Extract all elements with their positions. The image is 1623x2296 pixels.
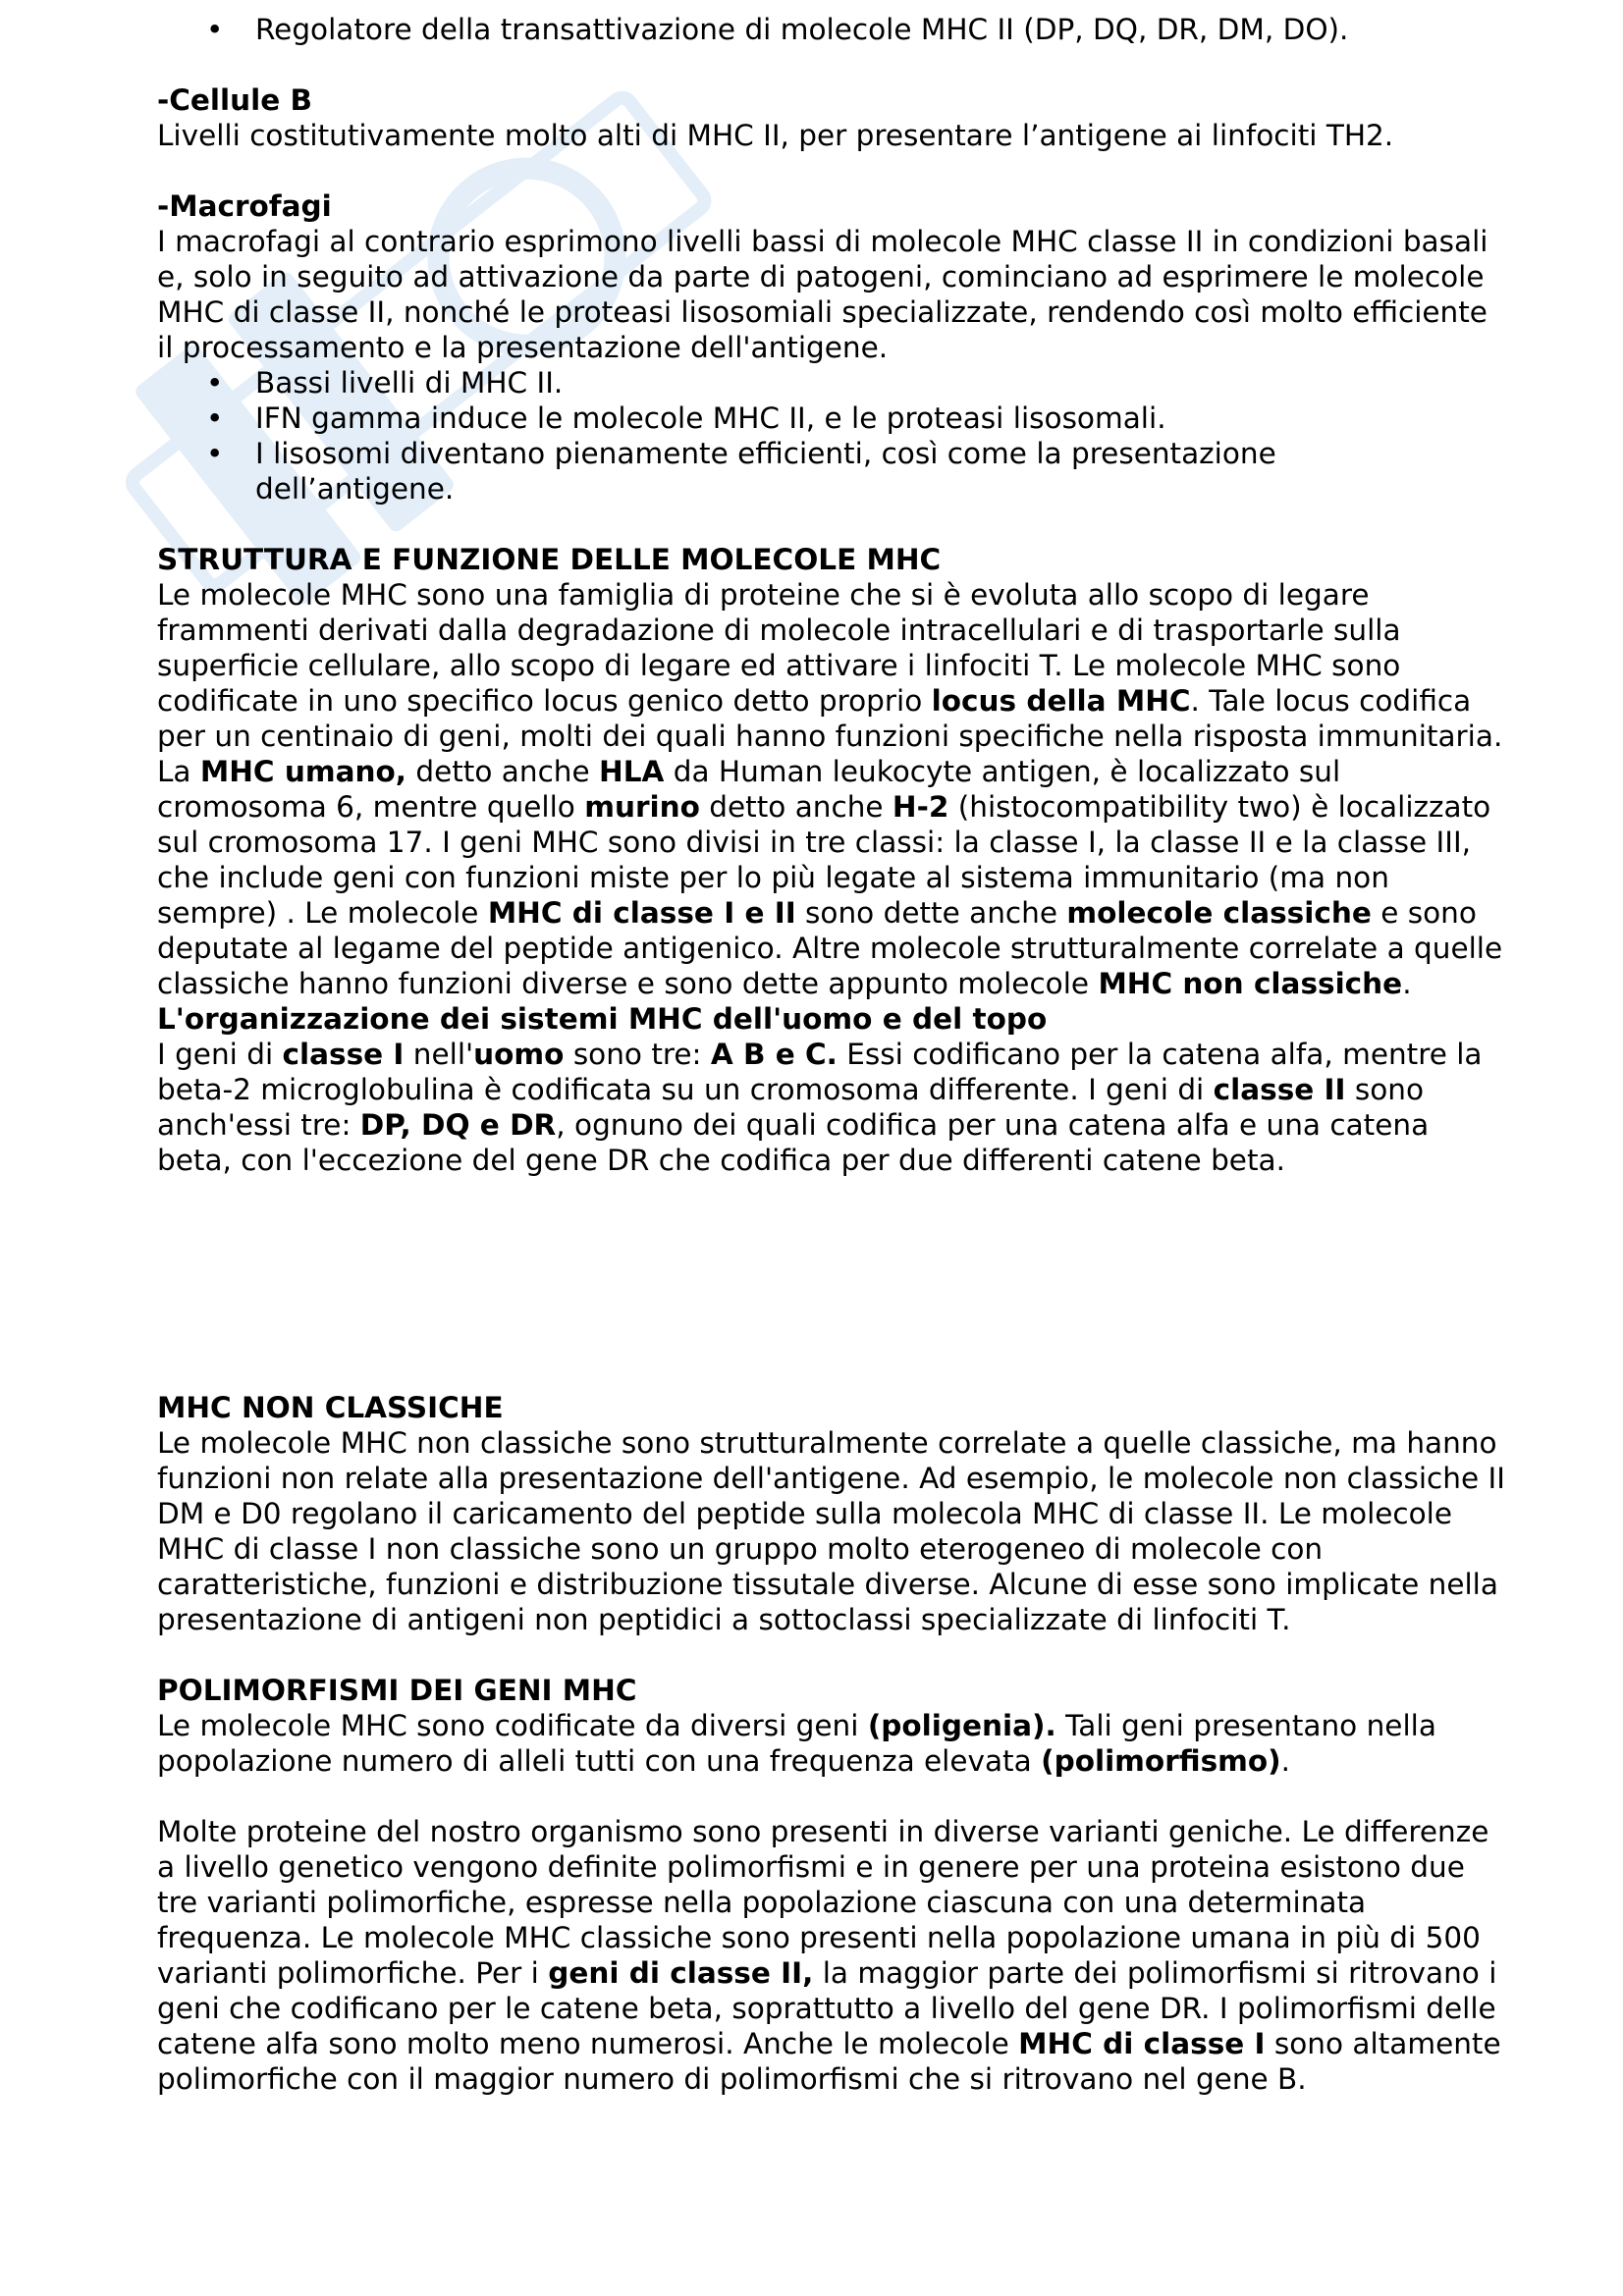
section-heading-polimorfismi: POLIMORFISMI DEI GENI MHC <box>157 1674 637 1707</box>
intro-bullet-list <box>157 12 1512 47</box>
list-item: • Regolatore della transattivazione di molecole MHC II (DP, DQ, DR, DM, DO). <box>157 12 1512 47</box>
section-heading-struttura: STRUTTURA E FUNZIONE DELLE MOLECOLE MHC <box>157 543 942 576</box>
document-page <box>157 12 1512 2097</box>
paragraph-polimorfismi-2: Molte proteine del nostro organismo sono presenti in diverse varianti geniche. Le differenze a livello genetico vengono definite polimorfismi e in genere per una proteina esistono due tre varianti polimorfiche, espresse nella popolazione ciascuna con una determinata frequenza. Le molecole MHC classiche sono presenti nella popolazione umana in più di 500 varianti polimorfiche. Per i geni di classe II, la maggior parte dei polimorfismi si ritrovano i geni che codificano per le catene beta, soprattutto a livello del gene DR. I polimorfismi delle catene alfa sono molto meno numerosi. Anche le molecole MHC di classe I sono altamente polimorfiche con il maggior numero di polimorfismi che si ritrovano nel gene B. <box>157 1815 1501 2096</box>
section-heading-non-classiche: MHC NON CLASSICHE <box>157 1391 504 1424</box>
section-heading-organizzazione: L'organizzazione dei sistemi MHC dell'uomo e del topo <box>157 1002 1048 1036</box>
macrofagi-bullet-list <box>157 365 1512 507</box>
list-item: • I lisosomi diventano pienamente efficienti, così come la presentazione dell’antigene. <box>157 436 1512 507</box>
paragraph-macrofagi: I macrofagi al contrario esprimono livelli bassi di molecole MHC classe II in condizioni basali e, solo in seguito ad attivazione da parte di patogeni, cominciano ad esprimere le molecole MHC di classe II, nonché le proteasi lisosomiali specializzate, rendendo così molto efficiente il processamento e la presentazione dell'antigene. <box>157 225 1488 364</box>
list-item: • Bassi livelli di MHC II. <box>157 365 1512 400</box>
list-item: • IFN gamma induce le molecole MHC II, e le proteasi lisosomali. <box>157 400 1512 436</box>
paragraph-struttura: Le molecole MHC sono una famiglia di proteine che si è evoluta allo scopo di legare frammenti derivati dalla degradazione di molecole intracellulari e di trasportarle sulla superficie cellulare, allo scopo di legare ed attivare i linfociti T. Le molecole MHC sono codificate in uno specifico locus genico detto proprio locus della MHC. Tale locus codifica per un centinaio di geni, molti dei quali hanno funzioni specifiche nella risposta immunitaria. La MHC umano, detto anche HLA da Human leukocyte antigen, è localizzato sul cromosoma 6, mentre quello murino detto anche H-2 (histocompatibility two) è localizzato sul cromosoma 17. I geni MHC sono divisi in tre classi: la classe I, la classe II e la classe III, che include geni con funzioni miste per lo più legate al sistema immunitario (ma non sempre) . Le molecole MHC di classe I e II sono dette anche molecole classiche e sono deputate al legame del peptide antigenico. Altre molecole strutturalmente correlate a quelle classiche hanno funzioni diverse e sono dette appunto molecole MHC non classiche. <box>157 578 1503 1000</box>
section-heading-cellule-b: -Cellule B <box>157 83 313 117</box>
section-heading-macrofagi: -Macrofagi <box>157 189 332 223</box>
paragraph-non-classiche: Le molecole MHC non classiche sono strutturalmente correlate a quelle classiche, ma hanno funzioni non relate alla presentazione dell'antigene. Ad esempio, le molecole non classiche II DM e D0 regolano il caricamento del peptide sulla molecola MHC di classe II. Le molecole MHC di classe I non classiche sono un gruppo molto eterogeneo di molecole con caratteristiche, funzioni e distribuzione tissutale diverse. Alcune di esse sono implicate nella presentazione di antigeni non peptidici a sottoclassi specializzate di linfociti T. <box>157 1426 1505 1636</box>
paragraph-organizzazione: I geni di classe I nell'uomo sono tre: A B e C. Essi codificano per la catena alfa, mentre la beta-2 microglobulina è codificata su un cromosoma differente. I geni di classe II sono anch'essi tre: DP, DQ e DR, ognuno dei quali codifica per una catena alfa e una catena beta, con l'eccezione del gene DR che codifica per due differenti catene beta. <box>157 1038 1483 1177</box>
paragraph-polimorfismi-1: Le molecole MHC sono codificate da diversi geni (poligenia). Tali geni presentano nella popolazione numero di alleli tutti con una frequenza elevata (polimorfismo). <box>157 1709 1436 1778</box>
paragraph-cellule-b: Livelli costitutivamente molto alti di MHC II, per presentare l’antigene ai linfociti TH2. <box>157 119 1394 152</box>
